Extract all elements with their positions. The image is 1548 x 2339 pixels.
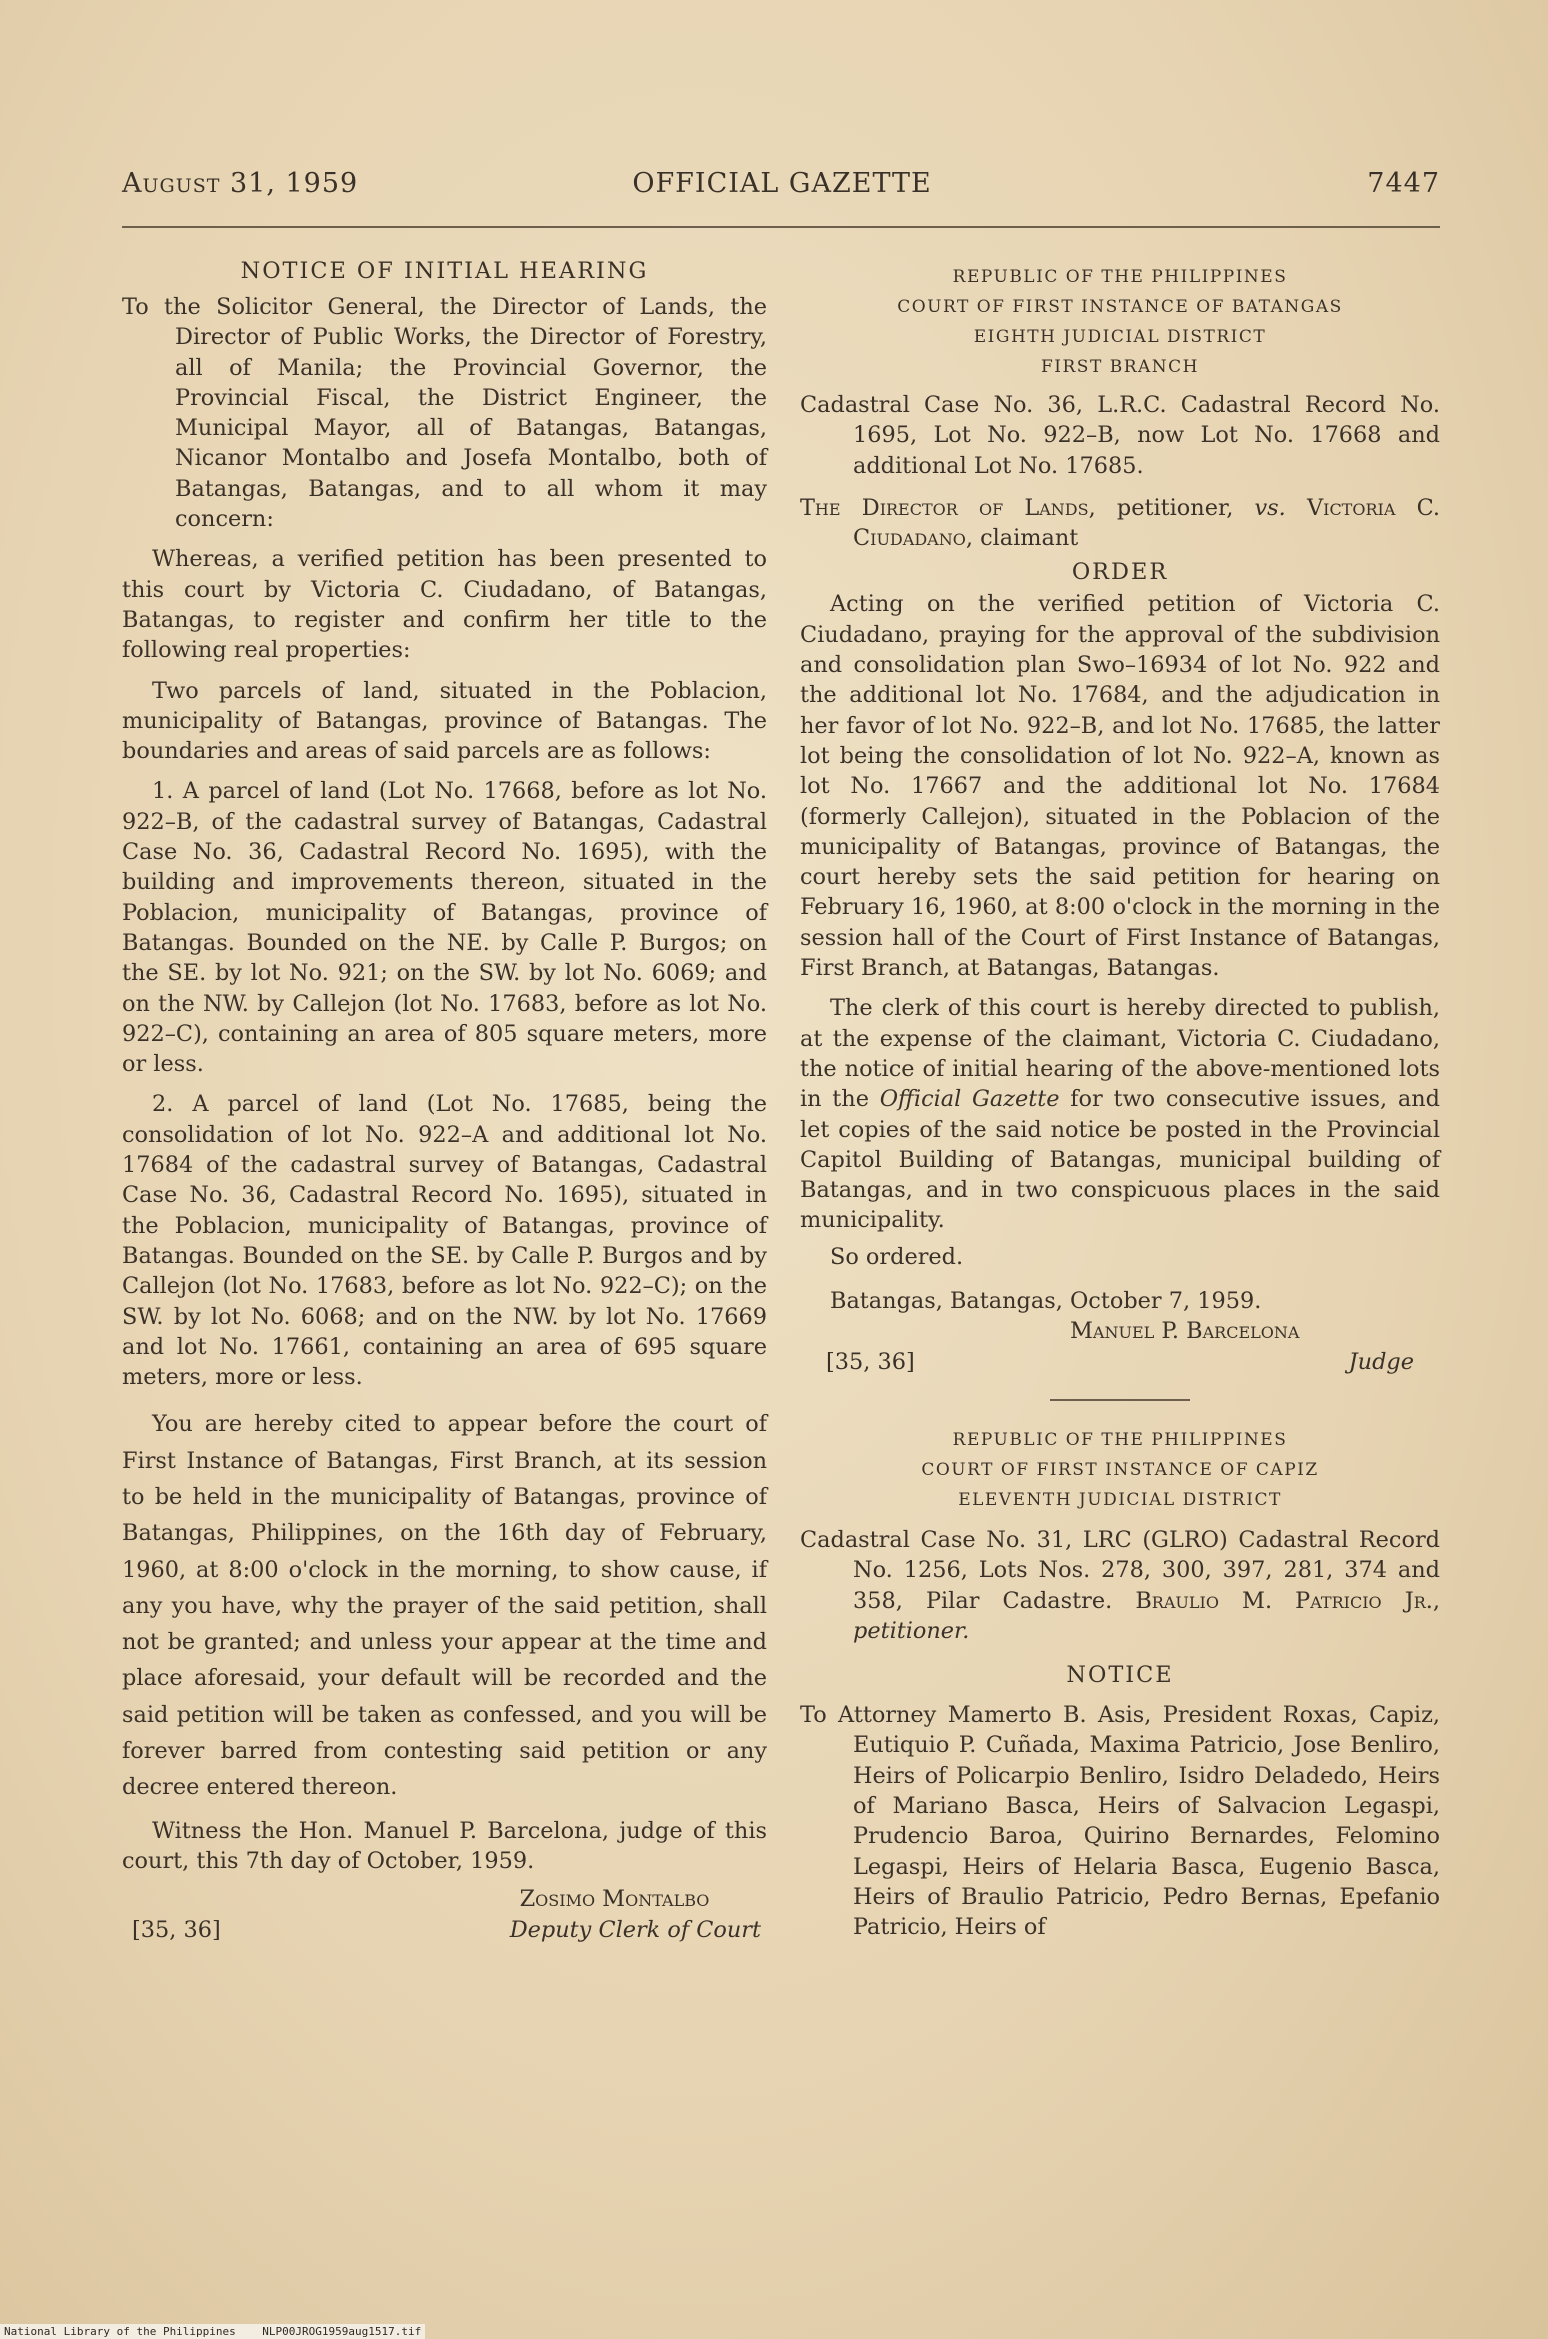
court-line-4: FIRST BRANCH	[1041, 357, 1199, 377]
section-divider	[1050, 1399, 1190, 1401]
claimant-role: , claimant	[965, 525, 1079, 552]
case-caption: Cadastral Case No. 36, L.R.C. Cadastral Record No. 1695, Lot No. 922–B, now Lot No. 17668 and additional Lot No. 17685.	[800, 392, 1440, 479]
so-ordered: So ordered.	[830, 1243, 964, 1270]
left-signature	[122, 1884, 767, 1914]
scan-footer	[0, 2324, 425, 2339]
case-parties	[800, 493, 1440, 554]
header-rule	[122, 226, 1440, 228]
judge-title: Judge	[1348, 1348, 1414, 1375]
right-column	[800, 262, 1440, 1942]
paragraph-citation: You are hereby cited to appear before the court of First Instance of Batangas, First Branch, at its session to be held in the municipality of Batangas, province of Batangas, Philippines, on the 16th day of February, 1960, at 8:00 o'clock in the morning, to show cause, if any you have, why the prayer of the said petition, shall not be granted; and unless your appear at the time and place aforesaid, your default will be recorded and the said petition will be taken as confessed, and you will be forever barred from contesting said petition or any decree entered thereon.	[122, 1411, 767, 1801]
page-header	[122, 168, 1440, 212]
notice2-heading: NOTICE	[1066, 1662, 1174, 1689]
case2-petitioner-role: petitioner.	[853, 1617, 970, 1644]
gazette-reference: Official Gazette	[879, 1086, 1060, 1113]
petitioner-role: , petitioner,	[1088, 494, 1255, 521]
right-issue-ref: [35, 36]	[826, 1348, 915, 1375]
court-line-3: EIGHTH JUDICIAL DISTRICT	[973, 327, 1267, 347]
notice-heading: NOTICE OF INITIAL HEARING	[240, 258, 649, 284]
clerk-directive-end: for two consecutive issues, and let copies of the said notice be posted in the Provincial Capitol Building of Batangas, municipal building of Batangas, and in two conspicuous places in the said municipality.	[800, 1086, 1440, 1234]
left-signature-row	[122, 1915, 767, 1945]
order-date: Batangas, Batangas, October 7, 1959.	[830, 1288, 1262, 1315]
header-page-number: 7447	[1367, 168, 1440, 199]
header-title: OFFICIAL GAZETTE	[632, 168, 932, 199]
court2-line-2: COURT OF FIRST INSTANCE OF CAPIZ	[921, 1459, 1319, 1480]
court2-line-1: REPUBLIC OF THE PHILIPPINES	[952, 1429, 1288, 1450]
court2-line-3: ELEVENTH JUDICIAL DISTRICT	[958, 1489, 1282, 1510]
judge-name: Manuel P. Barcelona	[1070, 1318, 1300, 1345]
paragraph-parcel-2: 2. A parcel of land (Lot No. 17685, being the consolidation of lot No. 922–A and additional lot No. 17684 of the cadastral survey of Batangas, Cadastral Case No. 36, Cadastral Record No. 1695), situated in the Poblacion, municipality of Batangas, province of Batangas. Bounded on the SE. by Calle P. Burgos and by Callejon (lot No. 17683, before as lot No. 922–C); on the SW. by lot No. 6068; and on the NW. by lot No. 17669 and lot No. 17661, containing an area of 695 square meters, more or less.	[122, 1091, 767, 1391]
paragraph-whereas: Whereas, a verified petition has been presented to this court by Victoria C. Ciudadano, of Batangas, Batangas, to register and confirm her title to the following real properties:	[122, 546, 767, 664]
clerk-name: Zosimo Montalbo	[519, 1886, 710, 1913]
versus: vs.	[1254, 494, 1286, 521]
clerk-title: Deputy Clerk of Court	[509, 1916, 761, 1943]
judge-signature-row	[800, 1347, 1440, 1377]
case2-caption: Cadastral Case No. 31, LRC (GLRO) Cadastral Record No. 1256, Lots Nos. 278, 300, 397, 281, 374 and 358, Pilar Cadastre. Braulio M. Patricio Jr., petitioner.	[800, 1526, 1441, 1644]
order-heading: ORDER	[1071, 559, 1169, 586]
paragraph-witness: Witness the Hon. Manuel P. Barcelona, judge of this court, this 7th day of October, 1959.	[122, 1817, 767, 1874]
clerk-directive	[800, 993, 1440, 1235]
header-date: August 31, 1959	[122, 168, 359, 199]
left-column	[122, 256, 767, 1945]
order-paragraph: Acting on the verified petition of Victoria C. Ciudadano, praying for the approval of the subdivision and consolidation plan Swo–16934 of lot No. 922 and the additional lot No. 17684, and the adjudication in her favor of lot No. 922–B, and lot No. 17685, the latter lot being the consolidation of lot No. 922–A, known as lot No. 17667 and the additional lot No. 17684 (formerly Callejon), situated in the Poblacion of the municipality of Batangas, province of Batangas, the court hereby sets the said petition for hearing on February 16, 1960, at 8:00 o'clock in the morning in the session hall of the Court of First Instance of Batangas, First Branch, at Batangas, Batangas.	[800, 591, 1440, 982]
paragraph-parcels: Two parcels of land, situated in the Poblacion, municipality of Batangas, province of Batangas. The boundaries and areas of said parcels are as follows:	[122, 677, 767, 765]
paragraph-parcel-1: 1. A parcel of land (Lot No. 17668, before as lot No. 922–B, of the cadastral survey of Batangas, Cadastral Case No. 36, Cadastral Record No. 1695), with the building and improvements thereon, situated in the Poblacion, municipality of Batangas, province of Batangas. Bounded on the NE. by Calle P. Burgos; on the SE. by lot No. 921; on the SW. by lot No. 6069; and on the NW. by Callejon (lot No. 17683, before as lot No. 922–C), containing an area of 805 square meters, more or less.	[122, 778, 767, 1078]
footer-library: National Library of the Philippines	[4, 2325, 236, 2338]
court-line-2: COURT OF FIRST INSTANCE OF BATANGAS	[897, 297, 1343, 317]
case2-text: Cadastral Case No. 31, LRC (GLRO) Cadastral Record No. 1256, Lots Nos. 278, 300, 397, 281, 374 and 358, Pilar Cadastre.	[800, 1526, 1440, 1614]
clerk-directive-start: The clerk of this court is hereby directed to publish, at the expense of the claimant, Victoria C. Ciudadano, the notice of initial hearing of the above-mentioned lots in the	[800, 995, 1440, 1113]
footer-file-id: NLP00JROG1959aug1517.tif	[262, 2325, 422, 2338]
case2-petitioner: Braulio M. Patricio Jr.	[1135, 1587, 1433, 1614]
notice-address: To the Solicitor General, the Director of Lands, the Director of Public Works, the Director of Forestry, all of Manila; the Provincial Governor, the Provincial Fiscal, the District Engineer, the Municipal Mayor, all of Batangas, Batangas, Nicanor Montalbo and Josefa Montalbo, both of Batangas, Batangas, and to all whom it may concern:	[122, 294, 767, 533]
left-issue-ref: [35, 36]	[132, 1916, 221, 1943]
notice2-addressees: To Attorney Mamerto B. Asis, President Roxas, Capiz, Eutiquio P. Cuñada, Maxima Patricio, Jose Benliro, Heirs of Policarpio Benliro, Isidro Deladedo, Heirs of Mariano Basca, Heirs of Salvacion Legaspi, Prudencio Baroa, Quirino Bernardes, Felomino Legaspi, Heirs of Helaria Basca, Eugenio Basca, Heirs of Braulio Patricio, Pedro Bernas, Epefanio Patricio, Heirs of	[800, 1702, 1440, 1941]
claimant-name: Victoria C. Ciudadano	[853, 494, 1441, 552]
petitioner-name: The Director of Lands	[800, 494, 1089, 521]
court-line-1: REPUBLIC OF THE PHILIPPINES	[952, 267, 1288, 287]
